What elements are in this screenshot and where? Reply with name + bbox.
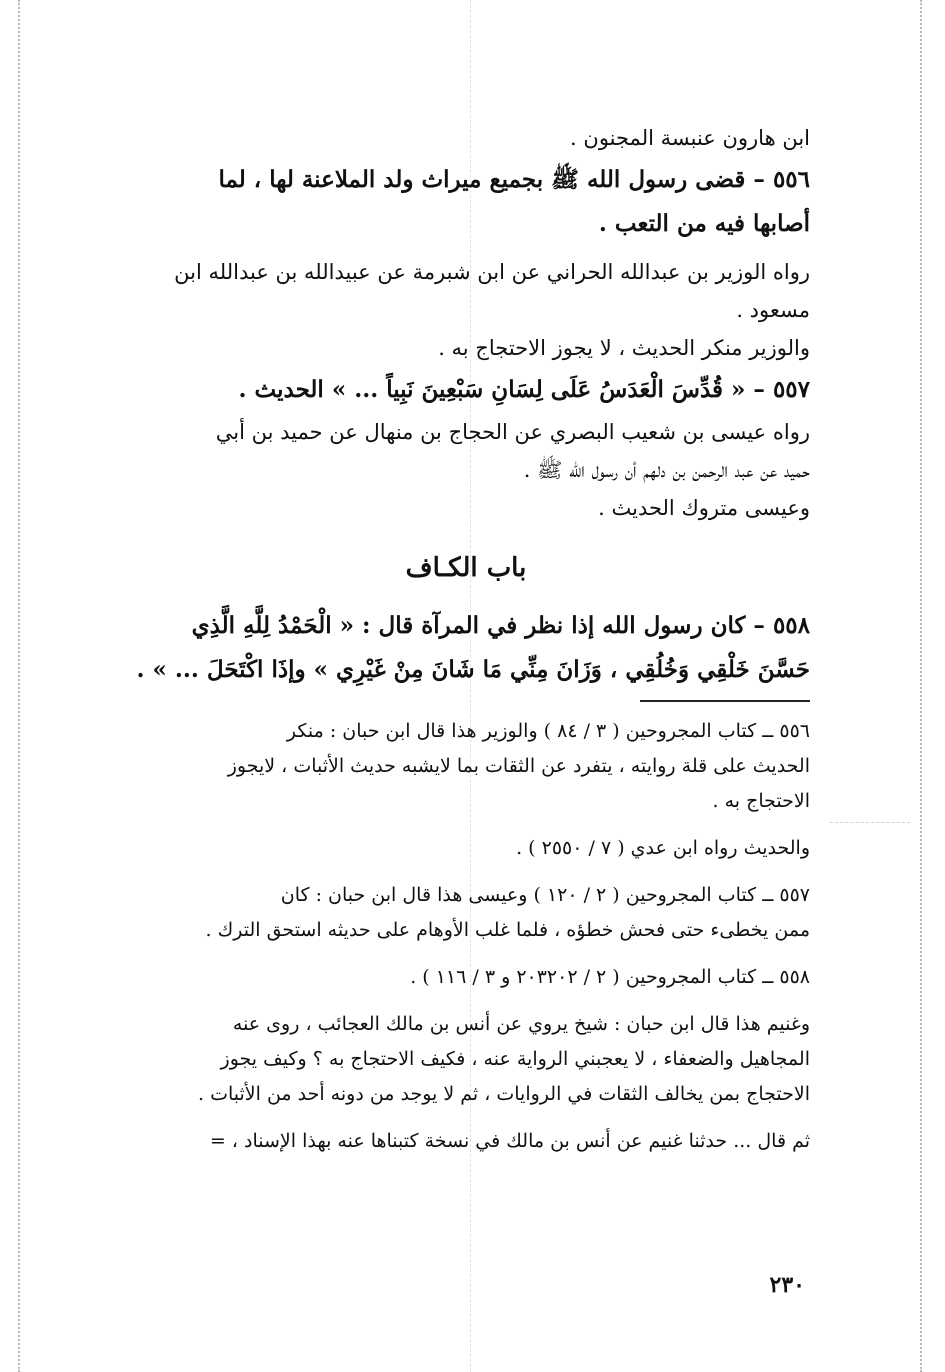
footnote-line: وغنيم هذا قال ابن حبان : شيخ يروي عن أنس بن مالك العجائب ، روى عنه — [232, 1013, 810, 1035]
hadith-556-line-1: ٥٥٦ – قضى رسول الله ﷺ بجميع ميراث ولد الملاعنة لها ، لما — [218, 166, 810, 193]
text-line: مسعود . — [736, 298, 810, 322]
text-line: وعيسى متروك الحديث . — [598, 496, 810, 520]
text-line: والوزير منكر الحديث ، لا يجوز الاحتجاج به . — [438, 336, 810, 360]
footnote-line: الاحتجاج بمن يخالف الثقات في الروايات ، ثم لا يوجد من دونه أحد من الأثبات . — [198, 1083, 810, 1105]
footnote-line: المجاهيل والضعفاء ، لا يعجبني الرواية عنه ، فكيف الاحتجاج به ؟ وكيف يجوز — [220, 1048, 810, 1070]
footnote-line: ثم قال ... حدثنا غنيم عن أنس بن مالك في نسخة كتبناها عنه بهذا الإسناد ، = — [209, 1130, 810, 1152]
footnote-line: ٥٥٦ ــ كتاب المجروحين ( ٣ / ٨٤ ) والوزير هذا قال ابن حبان : منكر — [286, 720, 810, 742]
footnote-line: ٥٥٨ ــ كتاب المجروحين ( ٢ / ٢٠٣٢٠٢ و ٣ / ١١٦ ) . — [410, 966, 810, 988]
text-line: ابن هارون عنبسة المجنون . — [570, 126, 810, 150]
footnote-line: والحديث رواه ابن عدي ( ٧ / ٢٥٥٠ ) . — [516, 837, 810, 859]
text-line: رواه الوزير بن عبدالله الحراني عن ابن شبرمة عن عبيدالله بن عبدالله ابن — [174, 260, 810, 284]
footnote-line: ٥٥٧ ــ كتاب المجروحين ( ٢ / ١٢٠ ) وعيسى هذا قال ابن حبان : كان — [280, 884, 810, 906]
text-line: حميد عن عبد الرحمن بن دلهم أن رسول الله ﷺ . — [523, 458, 810, 482]
hadith-558-line-2: حَسَّنَ خَلْقِي وَخُلُقِي ، وَزَانَ مِنِّي مَا شَانَ مِنْ غَيْرِي » وإذَا اكْتَحَلَ ... » . — [136, 656, 810, 683]
section-heading: باب الكـاف — [405, 553, 527, 583]
footnote-line: ممن يخطىء حتى فحش خطؤه ، فلما غلب الأوهام على حديثه استحق الترك . — [205, 919, 810, 941]
left-margin-dots — [18, 0, 20, 1372]
text-line: رواه عيسى بن شعيب البصري عن الحجاج بن منهال عن حميد بن أبي — [215, 420, 810, 444]
hadith-558-line-1: ٥٥٨ – كان رسول الله إذا نظر في المرآة قال : « الْحَمْدُ لِلَّهِ الَّذِي — [191, 612, 810, 639]
hadith-556-line-2: أصابها فيه من التعب . — [598, 210, 810, 237]
page-number: ٢٣٠ — [769, 1272, 805, 1298]
page-body — [122, 118, 810, 1159]
hadith-557-line: ٥٥٧ – « قُدِّسَ الْعَدَسُ عَلَى لِسَانِ سَبْعِينَ نَبِياً ... » الحديث . — [238, 376, 810, 403]
right-margin-dots — [920, 0, 922, 1372]
footnote-line: الحديث على قلة روايته ، يتفرد عن الثقات بما لايشبه حديث الأثبات ، لايجوز — [227, 755, 810, 777]
footnote-line: الاحتجاج به . — [712, 790, 810, 812]
footnote-separator — [640, 700, 810, 702]
stray-scan-mark — [830, 822, 910, 823]
